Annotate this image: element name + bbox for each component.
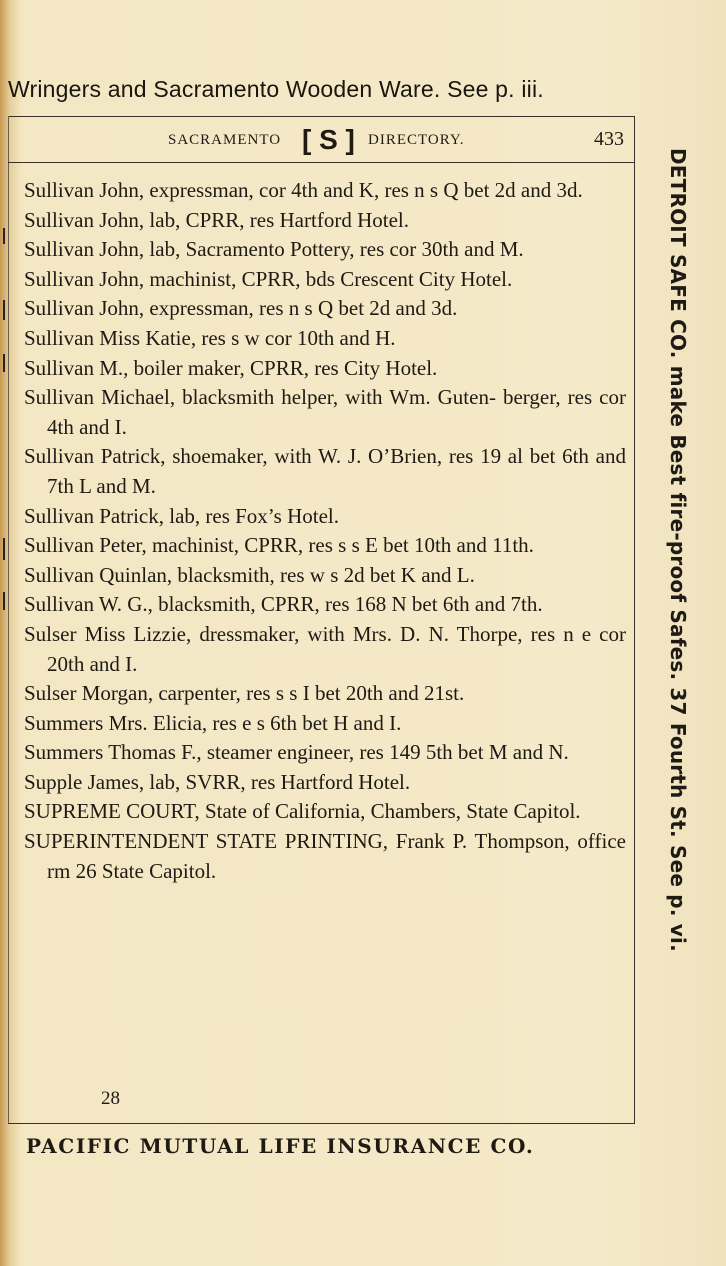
side-advertisement-text: DETROIT SAFE CO. make Best fire-proof Safes. 37 Fourth St. See p. vi.: [666, 148, 690, 952]
running-head-letter: [ S ]: [302, 124, 355, 155]
margin-mark: [3, 354, 5, 372]
directory-entry: Sullivan Patrick, lab, res Fox’s Hotel.: [24, 503, 339, 528]
directory-entry: Sullivan John, expressman, cor 4th and K, res n s Q bet 2d and 3d.: [24, 178, 583, 202]
directory-entry: Sulser Morgan, carpenter, res s s I bet 20th and 21st.: [24, 681, 465, 706]
directory-entry: Sullivan Miss Katie, res s w cor 10th and H.: [24, 325, 396, 350]
directory-entries: [24, 176, 626, 886]
directory-entry: Sullivan John, machinist, CPRR, bds Crescent City Hotel.: [24, 266, 513, 291]
directory-entry: Sullivan Patrick, shoemaker, with W. J. O’Brien, res 19 al bet 6th and 7th L and M.: [24, 444, 626, 498]
directory-entry: Sullivan M., boiler maker, CPRR, res City Hotel.: [24, 355, 438, 380]
directory-entry: Sullivan John, expressman, res n s Q bet 2d and 3d.: [24, 296, 458, 321]
running-head-city: SACRAMENTO: [168, 132, 282, 148]
directory-entry: SUPREME COURT, State of California, Chambers, State Capitol.: [24, 799, 581, 824]
margin-mark: [3, 538, 5, 560]
footer-advertisement: PACIFIC MUTUAL LIFE INSURANCE CO.: [26, 1134, 535, 1158]
frame-left-rule: [8, 116, 9, 1124]
signature-number: 28: [101, 1088, 120, 1109]
directory-entry: Summers Thomas F., steamer engineer, res 149 5th bet M and N.: [24, 740, 569, 765]
margin-mark: [3, 300, 5, 320]
header-advertisement: Wringers and Sacramento Wooden Ware. See p. iii.: [8, 76, 544, 102]
directory-entry: Sullivan Quinlan, blacksmith, res w s 2d bet K and L.: [24, 562, 475, 587]
directory-entry: Sullivan Peter, machinist, CPRR, res s s E bet 10th and 11th.: [24, 533, 534, 558]
running-head-title: DIRECTORY.: [368, 132, 465, 148]
directory-entry: Summers Mrs. Elicia, res e s 6th bet H and I.: [24, 710, 402, 735]
directory-entry: Sulser Miss Lizzie, dressmaker, with Mrs. D. N. Thorpe, res n e cor 20th and I.: [24, 621, 626, 676]
frame-bottom-rule: [8, 1123, 634, 1124]
side-advertisement: [640, 148, 700, 1093]
frame-top-rule: [8, 116, 634, 117]
directory-entry: Sullivan W. G., blacksmith, CPRR, res 168 N bet 6th and 7th.: [24, 592, 543, 617]
directory-entry: SUPERINTENDENT STATE PRINTING, Frank P. Thompson, office rm 26 State Capitol.: [24, 829, 626, 883]
margin-mark: [3, 228, 5, 244]
directory-entry: Sullivan John, lab, CPRR, res Hartford Hotel.: [24, 207, 409, 232]
directory-entry: Supple James, lab, SVRR, res Hartford Hotel.: [24, 769, 411, 794]
running-head: [8, 126, 634, 156]
margin-mark: [3, 592, 5, 610]
header-rule: [8, 162, 634, 163]
page-number: 433: [594, 128, 624, 150]
directory-entry: Sullivan John, lab, Sacramento Pottery, res cor 30th and M.: [24, 237, 524, 262]
directory-entry: Sullivan Michael, blacksmith helper, with Wm. Guten- berger, res cor 4th and I.: [24, 385, 626, 439]
